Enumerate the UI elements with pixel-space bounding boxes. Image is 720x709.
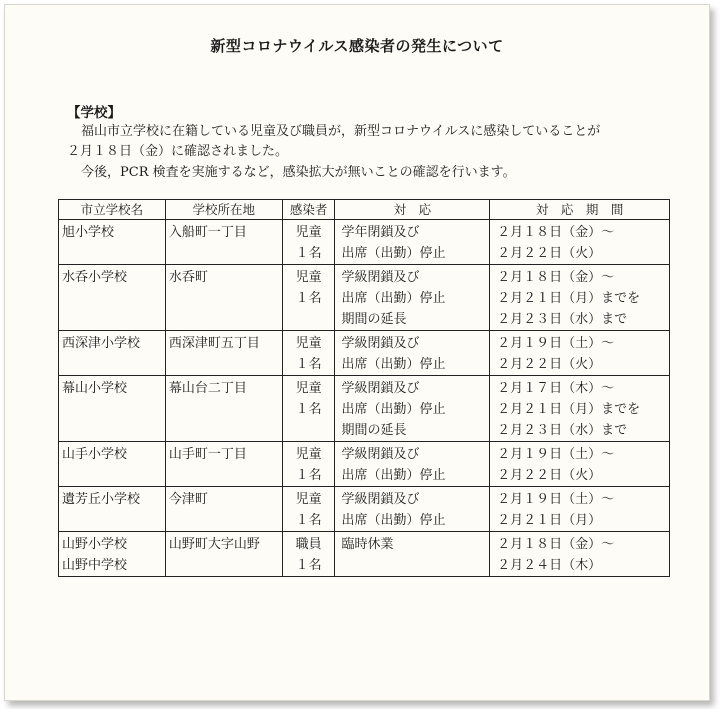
school-name — [59, 331, 166, 376]
school-name — [59, 442, 166, 487]
infected-count — [282, 331, 335, 376]
table-row — [59, 487, 670, 532]
school-location — [165, 331, 282, 376]
infected-count-line: １名 — [295, 246, 322, 261]
infected-count-line: １名 — [295, 468, 322, 483]
response-measure-line: 期間の延長 — [341, 423, 407, 438]
infected-count — [282, 220, 335, 265]
response-measure-line: 出席（出勤）停止 — [341, 402, 446, 417]
infected-count-line: １名 — [295, 513, 322, 528]
school-name-line: 西深津小学校 — [62, 336, 141, 351]
school-location-line: 山手町一丁目 — [168, 447, 247, 462]
response-period — [490, 532, 670, 577]
school-name — [59, 487, 166, 532]
header-response: 対 応 — [335, 200, 490, 220]
response-measure-line: 学級閉鎖及び — [341, 336, 420, 351]
response-period-line: ２月２２日（火） — [497, 468, 602, 483]
response-measure-line: 出席（出勤）停止 — [341, 291, 446, 306]
response-period — [490, 220, 670, 265]
school-location — [165, 265, 282, 331]
infected-count — [282, 265, 335, 331]
page-title: 新型コロナウイルス感染者の発生について — [210, 37, 504, 55]
response-measure-line: 学級閉鎖及び — [341, 447, 420, 462]
school-location-line: 西深津町五丁目 — [168, 336, 260, 351]
response-period-line: ２月１８日（金）～ — [497, 225, 615, 240]
response-period-line: ２月２１日（月）までを — [497, 402, 641, 417]
response-period-line: ２月１９日（土）～ — [497, 492, 615, 507]
response-period-line: ２月２３日（水）まで — [497, 312, 628, 327]
table-row — [59, 265, 670, 331]
response-period-line: ２月２４日（木） — [497, 558, 602, 573]
response-period — [490, 487, 670, 532]
header-infected: 感染者 — [282, 200, 335, 220]
infected-count — [282, 376, 335, 442]
response-period-line: ２月２２日（火） — [497, 357, 602, 372]
table-row — [59, 532, 670, 577]
response-period-line: ２月１９日（土）～ — [497, 336, 615, 351]
school-name-line: 水呑小学校 — [62, 270, 128, 285]
response-measure-line: 学級閉鎖及び — [341, 381, 420, 396]
school-name-line: 山野中学校 — [62, 558, 128, 573]
table-row — [59, 220, 670, 265]
school-name-line: 山手小学校 — [62, 447, 128, 462]
table-row — [59, 376, 670, 442]
school-location — [165, 376, 282, 442]
response-measure-line: 出席（出勤）停止 — [341, 513, 446, 528]
school-location-line: 幕山台二丁目 — [168, 381, 247, 396]
response-period-line: ２月１８日（金）～ — [497, 270, 615, 285]
response-measure-line: 学級閉鎖及び — [341, 492, 420, 507]
response-measure-line: 出席（出勤）停止 — [341, 468, 446, 483]
infected-count-line: １名 — [295, 558, 322, 573]
school-location-line: 水呑町 — [168, 270, 208, 285]
table-row — [59, 331, 670, 376]
school-name — [59, 220, 166, 265]
response-period-line: ２月２２日（火） — [497, 246, 602, 261]
response-measure — [335, 220, 490, 265]
response-measure — [335, 376, 490, 442]
school-name — [59, 265, 166, 331]
paragraph-line: ２月１８日（金）に確認されました。 — [67, 144, 289, 159]
paragraph-line: 福山市立学校に在籍している児童及び職員が，新型コロナウイルスに感染していることが — [81, 124, 601, 139]
school-name-line: 山野小学校 — [62, 537, 128, 552]
response-period — [490, 265, 670, 331]
response-measure-line: 学級閉鎖及び — [341, 270, 420, 285]
school-name — [59, 532, 166, 577]
response-measure — [335, 532, 490, 577]
response-period-line: ２月２３日（水）まで — [497, 423, 628, 438]
response-measure-line: 臨時休業 — [341, 537, 394, 552]
infection-table — [58, 199, 670, 577]
infected-count-line: 児童 — [295, 492, 322, 507]
infected-count-line: 児童 — [295, 336, 322, 351]
response-measure-line: 期間の延長 — [341, 312, 407, 327]
infected-count-line: 児童 — [295, 225, 322, 240]
header-school: 市立学校名 — [59, 200, 166, 220]
response-period-line: ２月１９日（土）～ — [497, 447, 615, 462]
school-location — [165, 442, 282, 487]
response-period-line: ２月２１日（月）までを — [497, 291, 641, 306]
infected-count-line: １名 — [295, 402, 322, 417]
school-name-line: 旭小学校 — [62, 225, 115, 240]
infected-count — [282, 532, 335, 577]
section-heading: 【学校】 — [67, 105, 121, 121]
infected-count-line: 児童 — [295, 447, 322, 462]
table-header-row — [59, 200, 670, 220]
infected-count-line: 児童 — [295, 381, 322, 396]
header-period: 対 応 期 間 — [490, 200, 670, 220]
response-period — [490, 442, 670, 487]
paragraph-line: 今後，PCR 検査を実施するなど，感染拡大が無いことの確認を行います。 — [81, 165, 516, 180]
infected-count-line: 職員 — [295, 537, 322, 552]
response-measure-line: 学年閉鎖及び — [341, 225, 420, 240]
response-period — [490, 331, 670, 376]
infected-count — [282, 442, 335, 487]
school-name — [59, 376, 166, 442]
response-measure — [335, 265, 490, 331]
response-measure — [335, 442, 490, 487]
school-location — [165, 220, 282, 265]
response-measure-line: 出席（出勤）停止 — [341, 357, 446, 372]
table-row — [59, 442, 670, 487]
response-measure-line: 出席（出勤）停止 — [341, 246, 446, 261]
school-location-line: 今津町 — [168, 492, 208, 507]
response-measure — [335, 487, 490, 532]
header-location: 学校所在地 — [165, 200, 282, 220]
response-period-line: ２月１８日（金）～ — [497, 537, 615, 552]
response-period-line: ２月２１日（月） — [497, 513, 602, 528]
school-name-line: 遺芳丘小学校 — [62, 492, 141, 507]
school-location-line: 入船町一丁目 — [168, 225, 247, 240]
school-name-line: 幕山小学校 — [62, 381, 128, 396]
school-location — [165, 487, 282, 532]
response-measure — [335, 331, 490, 376]
infected-count — [282, 487, 335, 532]
table-body — [59, 220, 670, 577]
response-period — [490, 376, 670, 442]
infected-count-line: 児童 — [295, 270, 322, 285]
response-period-line: ２月１７日（木）～ — [497, 381, 615, 396]
school-location-line: 山野町大字山野 — [168, 537, 260, 552]
infected-count-line: １名 — [295, 291, 322, 306]
school-location — [165, 532, 282, 577]
infected-count-line: １名 — [295, 357, 322, 372]
